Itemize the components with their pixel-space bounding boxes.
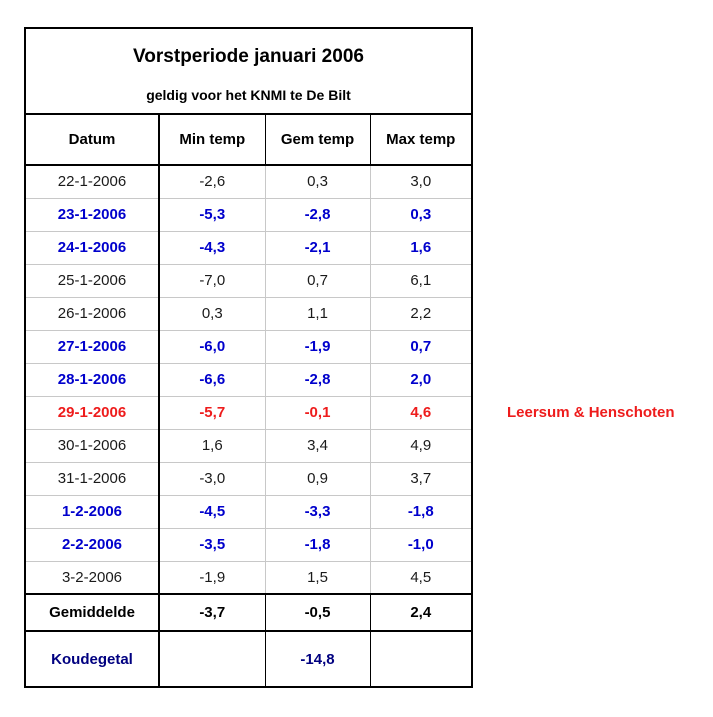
cell-gem-temp: 1,1	[265, 297, 370, 330]
title-block	[26, 29, 471, 115]
cell-min-temp: -4,3	[159, 231, 265, 264]
cell-min-temp: -6,0	[159, 330, 265, 363]
cell-max-temp: 2,2	[370, 297, 471, 330]
cell-date: 25-1-2006	[26, 264, 159, 297]
cell-gem-temp: -3,3	[265, 495, 370, 528]
side-note: Leersum & Henschoten	[507, 404, 675, 421]
cell-min-temp: -5,3	[159, 198, 265, 231]
average-label: Gemiddelde	[26, 594, 159, 631]
average-min: -3,7	[159, 594, 265, 631]
cell-gem-temp: 0,3	[265, 165, 370, 198]
cell-gem-temp: -0,1	[265, 396, 370, 429]
cell-date: 29-1-2006	[26, 396, 159, 429]
cell-date: 27-1-2006	[26, 330, 159, 363]
table-row	[26, 231, 471, 264]
header-row	[26, 115, 471, 165]
cell-date: 28-1-2006	[26, 363, 159, 396]
cell-gem-temp: -2,8	[265, 363, 370, 396]
temperature-grid	[26, 115, 471, 686]
table-subtitle: geldig voor het KNMI te De Bilt	[146, 87, 351, 103]
cell-min-temp: -5,7	[159, 396, 265, 429]
frost-period-table	[24, 27, 473, 688]
cell-max-temp: 3,7	[370, 462, 471, 495]
cell-date: 2-2-2006	[26, 528, 159, 561]
cell-date: 26-1-2006	[26, 297, 159, 330]
cell-date: 22-1-2006	[26, 165, 159, 198]
koudegetal-label: Koudegetal	[26, 631, 159, 686]
cell-gem-temp: -1,8	[265, 528, 370, 561]
header-gem-temp: Gem temp	[265, 115, 370, 165]
cell-date: 24-1-2006	[26, 231, 159, 264]
cell-gem-temp: 1,5	[265, 561, 370, 594]
header-datum: Datum	[26, 115, 159, 165]
table-row	[26, 561, 471, 594]
table-row	[26, 264, 471, 297]
koudegetal-max	[370, 631, 471, 686]
cell-min-temp: -3,0	[159, 462, 265, 495]
cell-min-temp: -1,9	[159, 561, 265, 594]
table-row	[26, 495, 471, 528]
cell-max-temp: -1,0	[370, 528, 471, 561]
table-row	[26, 396, 471, 429]
header-max-temp: Max temp	[370, 115, 471, 165]
cell-date: 31-1-2006	[26, 462, 159, 495]
table-row	[26, 528, 471, 561]
koudegetal-value: -14,8	[265, 631, 370, 686]
cell-date: 1-2-2006	[26, 495, 159, 528]
cell-max-temp: 6,1	[370, 264, 471, 297]
table-row	[26, 297, 471, 330]
cell-max-temp: 4,5	[370, 561, 471, 594]
average-row	[26, 594, 471, 631]
cell-gem-temp: -1,9	[265, 330, 370, 363]
koudegetal-row	[26, 631, 471, 686]
cell-min-temp: -4,5	[159, 495, 265, 528]
cell-date: 3-2-2006	[26, 561, 159, 594]
cell-max-temp: -1,8	[370, 495, 471, 528]
average-gem: -0,5	[265, 594, 370, 631]
cell-min-temp: -6,6	[159, 363, 265, 396]
header-min-temp: Min temp	[159, 115, 265, 165]
cell-gem-temp: 3,4	[265, 429, 370, 462]
cell-date: 23-1-2006	[26, 198, 159, 231]
cell-max-temp: 2,0	[370, 363, 471, 396]
koudegetal-min	[159, 631, 265, 686]
cell-gem-temp: 0,7	[265, 264, 370, 297]
cell-max-temp: 3,0	[370, 165, 471, 198]
cell-min-temp: 1,6	[159, 429, 265, 462]
table-row	[26, 198, 471, 231]
cell-gem-temp: -2,1	[265, 231, 370, 264]
cell-gem-temp: 0,9	[265, 462, 370, 495]
cell-min-temp: 0,3	[159, 297, 265, 330]
table-row	[26, 165, 471, 198]
table-row	[26, 429, 471, 462]
average-max: 2,4	[370, 594, 471, 631]
table-title: Vorstperiode januari 2006	[133, 46, 364, 67]
cell-max-temp: 1,6	[370, 231, 471, 264]
cell-min-temp: -7,0	[159, 264, 265, 297]
cell-min-temp: -3,5	[159, 528, 265, 561]
cell-max-temp: 4,6	[370, 396, 471, 429]
cell-date: 30-1-2006	[26, 429, 159, 462]
cell-gem-temp: -2,8	[265, 198, 370, 231]
table-row	[26, 462, 471, 495]
table-row	[26, 330, 471, 363]
cell-max-temp: 0,7	[370, 330, 471, 363]
table-row	[26, 363, 471, 396]
cell-max-temp: 0,3	[370, 198, 471, 231]
cell-min-temp: -2,6	[159, 165, 265, 198]
cell-max-temp: 4,9	[370, 429, 471, 462]
